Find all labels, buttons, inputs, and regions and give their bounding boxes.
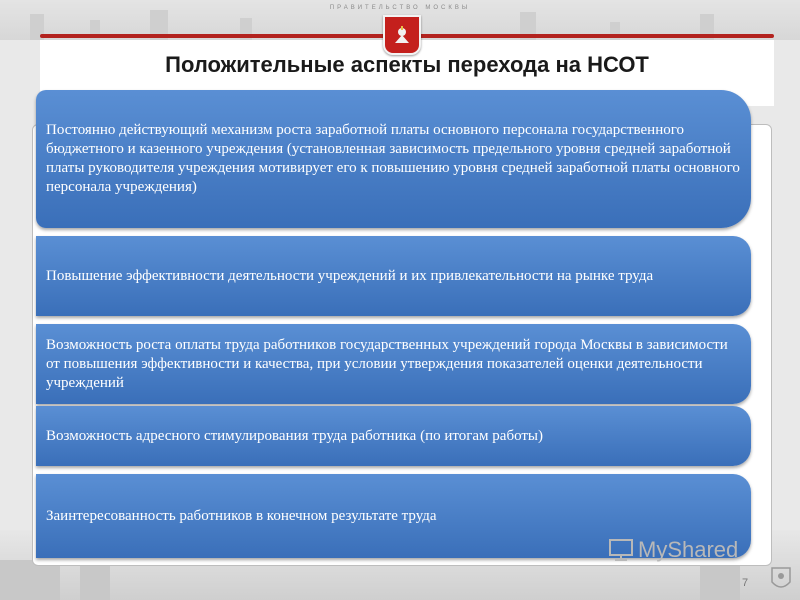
aspect-item-5-text: Заинтересованность работников в конечном результате труда: [46, 507, 437, 524]
aspect-item-4: [36, 406, 751, 466]
presentation-icon: [608, 538, 634, 562]
page-title: Положительные аспекты перехода на НСОТ: [165, 52, 649, 77]
aspect-item-1: [36, 90, 751, 228]
moscow-coat-of-arms-icon: [383, 15, 421, 55]
aspect-item-2: [36, 236, 751, 316]
aspect-item-3-text: Возможность роста оплаты труда работников государственных учреждений города Москвы в зависимости от повышения эффективности и качества, при условии утверждения показателей оценки деятельности учреждений: [46, 336, 728, 391]
aspect-item-4-text: Возможность адресного стимулирования труда работника (по итогам работы): [46, 427, 544, 444]
page-number: 7: [742, 577, 749, 589]
aspect-item-2-text: Повышение эффективности деятельности учреждений и их привлекательности на рынке труда: [46, 267, 654, 284]
aspect-item-3: [36, 324, 751, 404]
watermark: [608, 537, 738, 563]
watermark-text: MyShared: [638, 537, 739, 562]
government-label: ПРАВИТЕЛЬСТВО МОСКВЫ: [329, 5, 471, 11]
aspect-item-1-text: Постоянно действующий механизм роста заработной платы основного персонала государственного бюджетного и казенного учреждения (установленная зависимость предельного уровня средней заработной платы руководителя учреждения мотивирует его к повышению уровня средней заработной платы основного персонала учреждения): [46, 122, 740, 195]
emblem-icon: [770, 566, 792, 592]
